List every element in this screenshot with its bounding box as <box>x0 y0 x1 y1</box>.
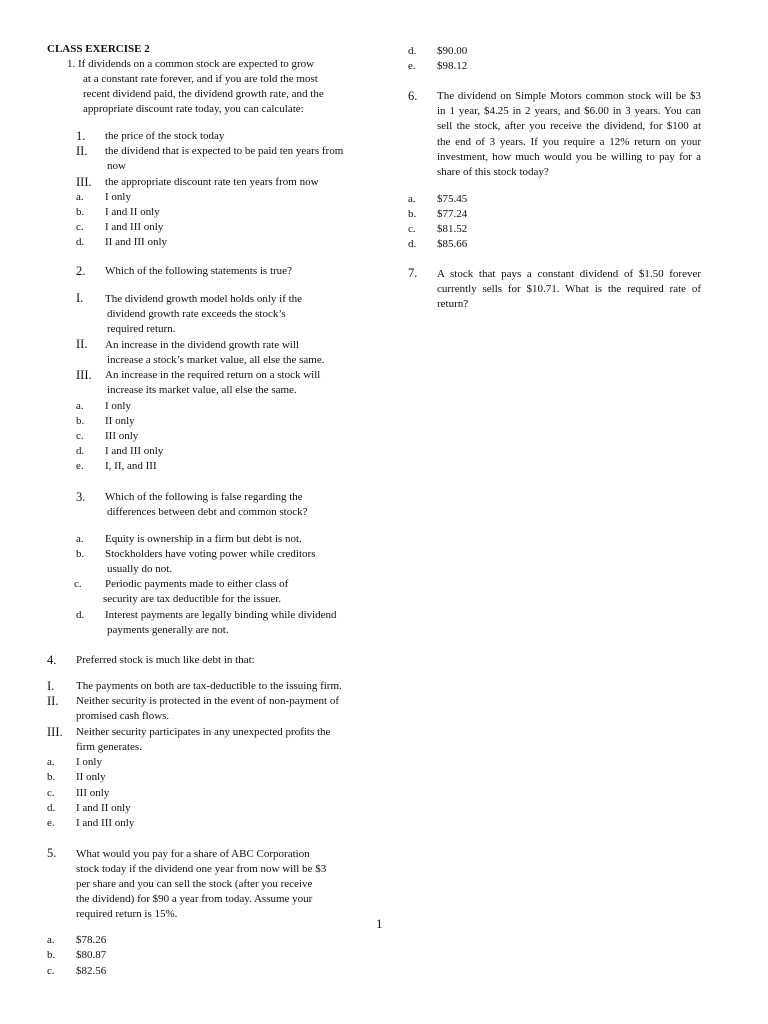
q5-text-line: required return is 15%. <box>76 908 178 920</box>
q5-option-letter: e. <box>408 60 416 72</box>
q1-statement-number: III. <box>76 175 92 189</box>
q6-option-text: $77.24 <box>437 208 468 220</box>
q2-statement-text: increase a stock’s market value, all else the same. <box>107 354 325 366</box>
q4-option-text: III only <box>76 787 110 799</box>
q1-text-line: 1. If dividends on a common stock are expected to grow <box>67 58 315 70</box>
q7-text: A stock that pays a constant dividend of $1.50 forever currently sells for $10.71. What is the required rate of return? <box>437 268 701 311</box>
q6-number: 6. <box>408 89 418 103</box>
q4-option-text: I and II only <box>76 802 131 814</box>
q1-option-text: I and II only <box>105 206 160 218</box>
q5-text-line: the dividend) for $90 a year from today. Assume your <box>76 893 313 905</box>
q3-option-text: Periodic payments made to either class of <box>105 578 289 590</box>
q4-statement-text: Neither security participates in any unexpected profits the <box>76 726 331 738</box>
q2-statement-number: III. <box>76 368 92 382</box>
q3-option-letter: d. <box>76 609 85 621</box>
q5-number: 5. <box>47 846 57 860</box>
q1-option-text: II and III only <box>105 236 168 248</box>
q3-option-letter: c. <box>74 578 82 590</box>
q2-statement-text: required return. <box>107 323 176 335</box>
q3-option-text: Stockholders have voting power while creditors <box>105 548 316 560</box>
q1-statement-text: the price of the stock today <box>105 130 225 142</box>
q7-number: 7. <box>408 266 418 280</box>
q2-option-text: I only <box>105 400 131 412</box>
q2-statement-text: The dividend growth model holds only if the <box>105 293 303 305</box>
q6-option-letter: c. <box>408 223 416 235</box>
q3-option-text: usually do not. <box>107 563 173 575</box>
q1-option-text: I only <box>105 191 131 203</box>
q1-statement-text: the dividend that is expected to be paid ten years from <box>105 145 344 157</box>
q2-option-letter: b. <box>76 415 85 427</box>
q3-option-text: security are tax deductible for the issuer. <box>103 593 282 605</box>
q4-option-letter: e. <box>47 817 55 829</box>
q4-option-letter: d. <box>47 802 56 814</box>
q1-text-line: appropriate discount rate today, you can calculate: <box>83 103 304 115</box>
q1-statement-number: 1. <box>76 129 86 143</box>
q2-statement-text: dividend growth rate exceeds the stock’s <box>107 308 286 320</box>
q5-option-text: $82.56 <box>76 965 107 977</box>
q4-statement-number: I. <box>47 679 55 693</box>
q2-option-letter: d. <box>76 445 85 457</box>
q6-option-letter: a. <box>408 193 416 205</box>
q4-statement-text: promised cash flows. <box>76 710 170 722</box>
q2-option-text: I and III only <box>105 445 164 457</box>
q5-option-text: $80.87 <box>76 949 107 961</box>
q6-option-letter: b. <box>408 208 417 220</box>
q2-statement-text: An increase in the dividend growth rate will <box>105 339 299 351</box>
q2-option-letter: c. <box>76 430 84 442</box>
q5-option-text: $78.26 <box>76 934 107 946</box>
q3-option-letter: b. <box>76 548 85 560</box>
q2-statement-text: An increase in the required return on a stock will <box>105 369 321 381</box>
q1-text-line: recent dividend paid, the dividend growth rate, and the <box>83 88 324 100</box>
q2-option-letter: a. <box>76 400 84 412</box>
q5-text-line: per share and you can sell the stock (after you receive <box>76 878 313 890</box>
q2-statement-text: increase its market value, all else the same. <box>107 384 297 396</box>
q1-option-letter: b. <box>76 206 85 218</box>
q2-option-text: I, II, and III <box>105 460 157 472</box>
q4-option-letter: b. <box>47 771 56 783</box>
q5-option-letter: c. <box>47 965 55 977</box>
q4-statement-text: The payments on both are tax-deductible to the issuing firm. <box>76 680 342 692</box>
q1-option-text: I and III only <box>105 221 164 233</box>
q4-option-text: II only <box>76 771 106 783</box>
q5-option-text: $90.00 <box>437 45 468 57</box>
q6-text: The dividend on Simple Motors common stock will be $3 in 1 year, $4.25 in 2 years, and $6.00 in 3 years. You can sell the stock, after you receive the dividend, for $100 at the end of 3 years. If you require a 12% return on your investment, how much would you be willing to pay for a share of this stock today? <box>437 90 701 179</box>
q4-statement-text: Neither security is protected in the event of non-payment of <box>76 695 339 707</box>
q4-statement-number: III. <box>47 725 63 739</box>
q5-option-letter: a. <box>47 934 55 946</box>
q2-option-letter: e. <box>76 460 84 472</box>
q4-statement-text: firm generates. <box>76 741 142 753</box>
q3-option-letter: a. <box>76 533 84 545</box>
q4-number: 4. <box>47 653 57 667</box>
q2-statement-number: I. <box>76 291 84 305</box>
q6-option-text: $85.66 <box>437 238 468 250</box>
document-title: CLASS EXERCISE 2 <box>47 43 150 55</box>
q1-option-letter: d. <box>76 236 85 248</box>
q1-option-letter: c. <box>76 221 84 233</box>
q4-text: Preferred stock is much like debt in that: <box>76 654 255 666</box>
q5-text-line: What would you pay for a share of ABC Corporation <box>76 848 310 860</box>
q2-option-text: III only <box>105 430 139 442</box>
q5-text-line: stock today if the dividend one year from now will be $3 <box>76 863 327 875</box>
q3-text-line: Which of the following is false regarding the <box>105 491 303 503</box>
q2-statement-number: II. <box>76 337 88 351</box>
q6-option-text: $75.45 <box>437 193 468 205</box>
q6-option-letter: d. <box>408 238 417 250</box>
q4-option-letter: a. <box>47 756 55 768</box>
q5-option-text: $98.12 <box>437 60 468 72</box>
q4-option-text: I and III only <box>76 817 135 829</box>
q2-option-text: II only <box>105 415 135 427</box>
q2-text: Which of the following statements is true? <box>105 265 292 277</box>
q3-number: 3. <box>76 490 86 504</box>
q5-option-letter: b. <box>47 949 56 961</box>
q1-statement-text: now <box>107 160 126 172</box>
q1-statement-text: the appropriate discount rate ten years from now <box>105 176 319 188</box>
q4-option-text: I only <box>76 756 102 768</box>
q2-number: 2. <box>76 264 86 278</box>
q5-option-letter: d. <box>408 45 417 57</box>
q3-option-text: Interest payments are legally binding while dividend <box>105 609 337 621</box>
q3-option-text: payments generally are not. <box>107 624 229 636</box>
q1-text-line: at a constant rate forever, and if you are told the most <box>83 73 318 85</box>
q4-statement-number: II. <box>47 694 59 708</box>
q4-option-letter: c. <box>47 787 55 799</box>
q6-option-text: $81.52 <box>437 223 468 235</box>
q3-text-line: differences between debt and common stock? <box>107 506 308 518</box>
page-number: 1 <box>376 916 383 931</box>
q1-option-letter: a. <box>76 191 84 203</box>
q1-statement-number: II. <box>76 144 88 158</box>
q3-option-text: Equity is ownership in a firm but debt is not. <box>105 533 302 545</box>
